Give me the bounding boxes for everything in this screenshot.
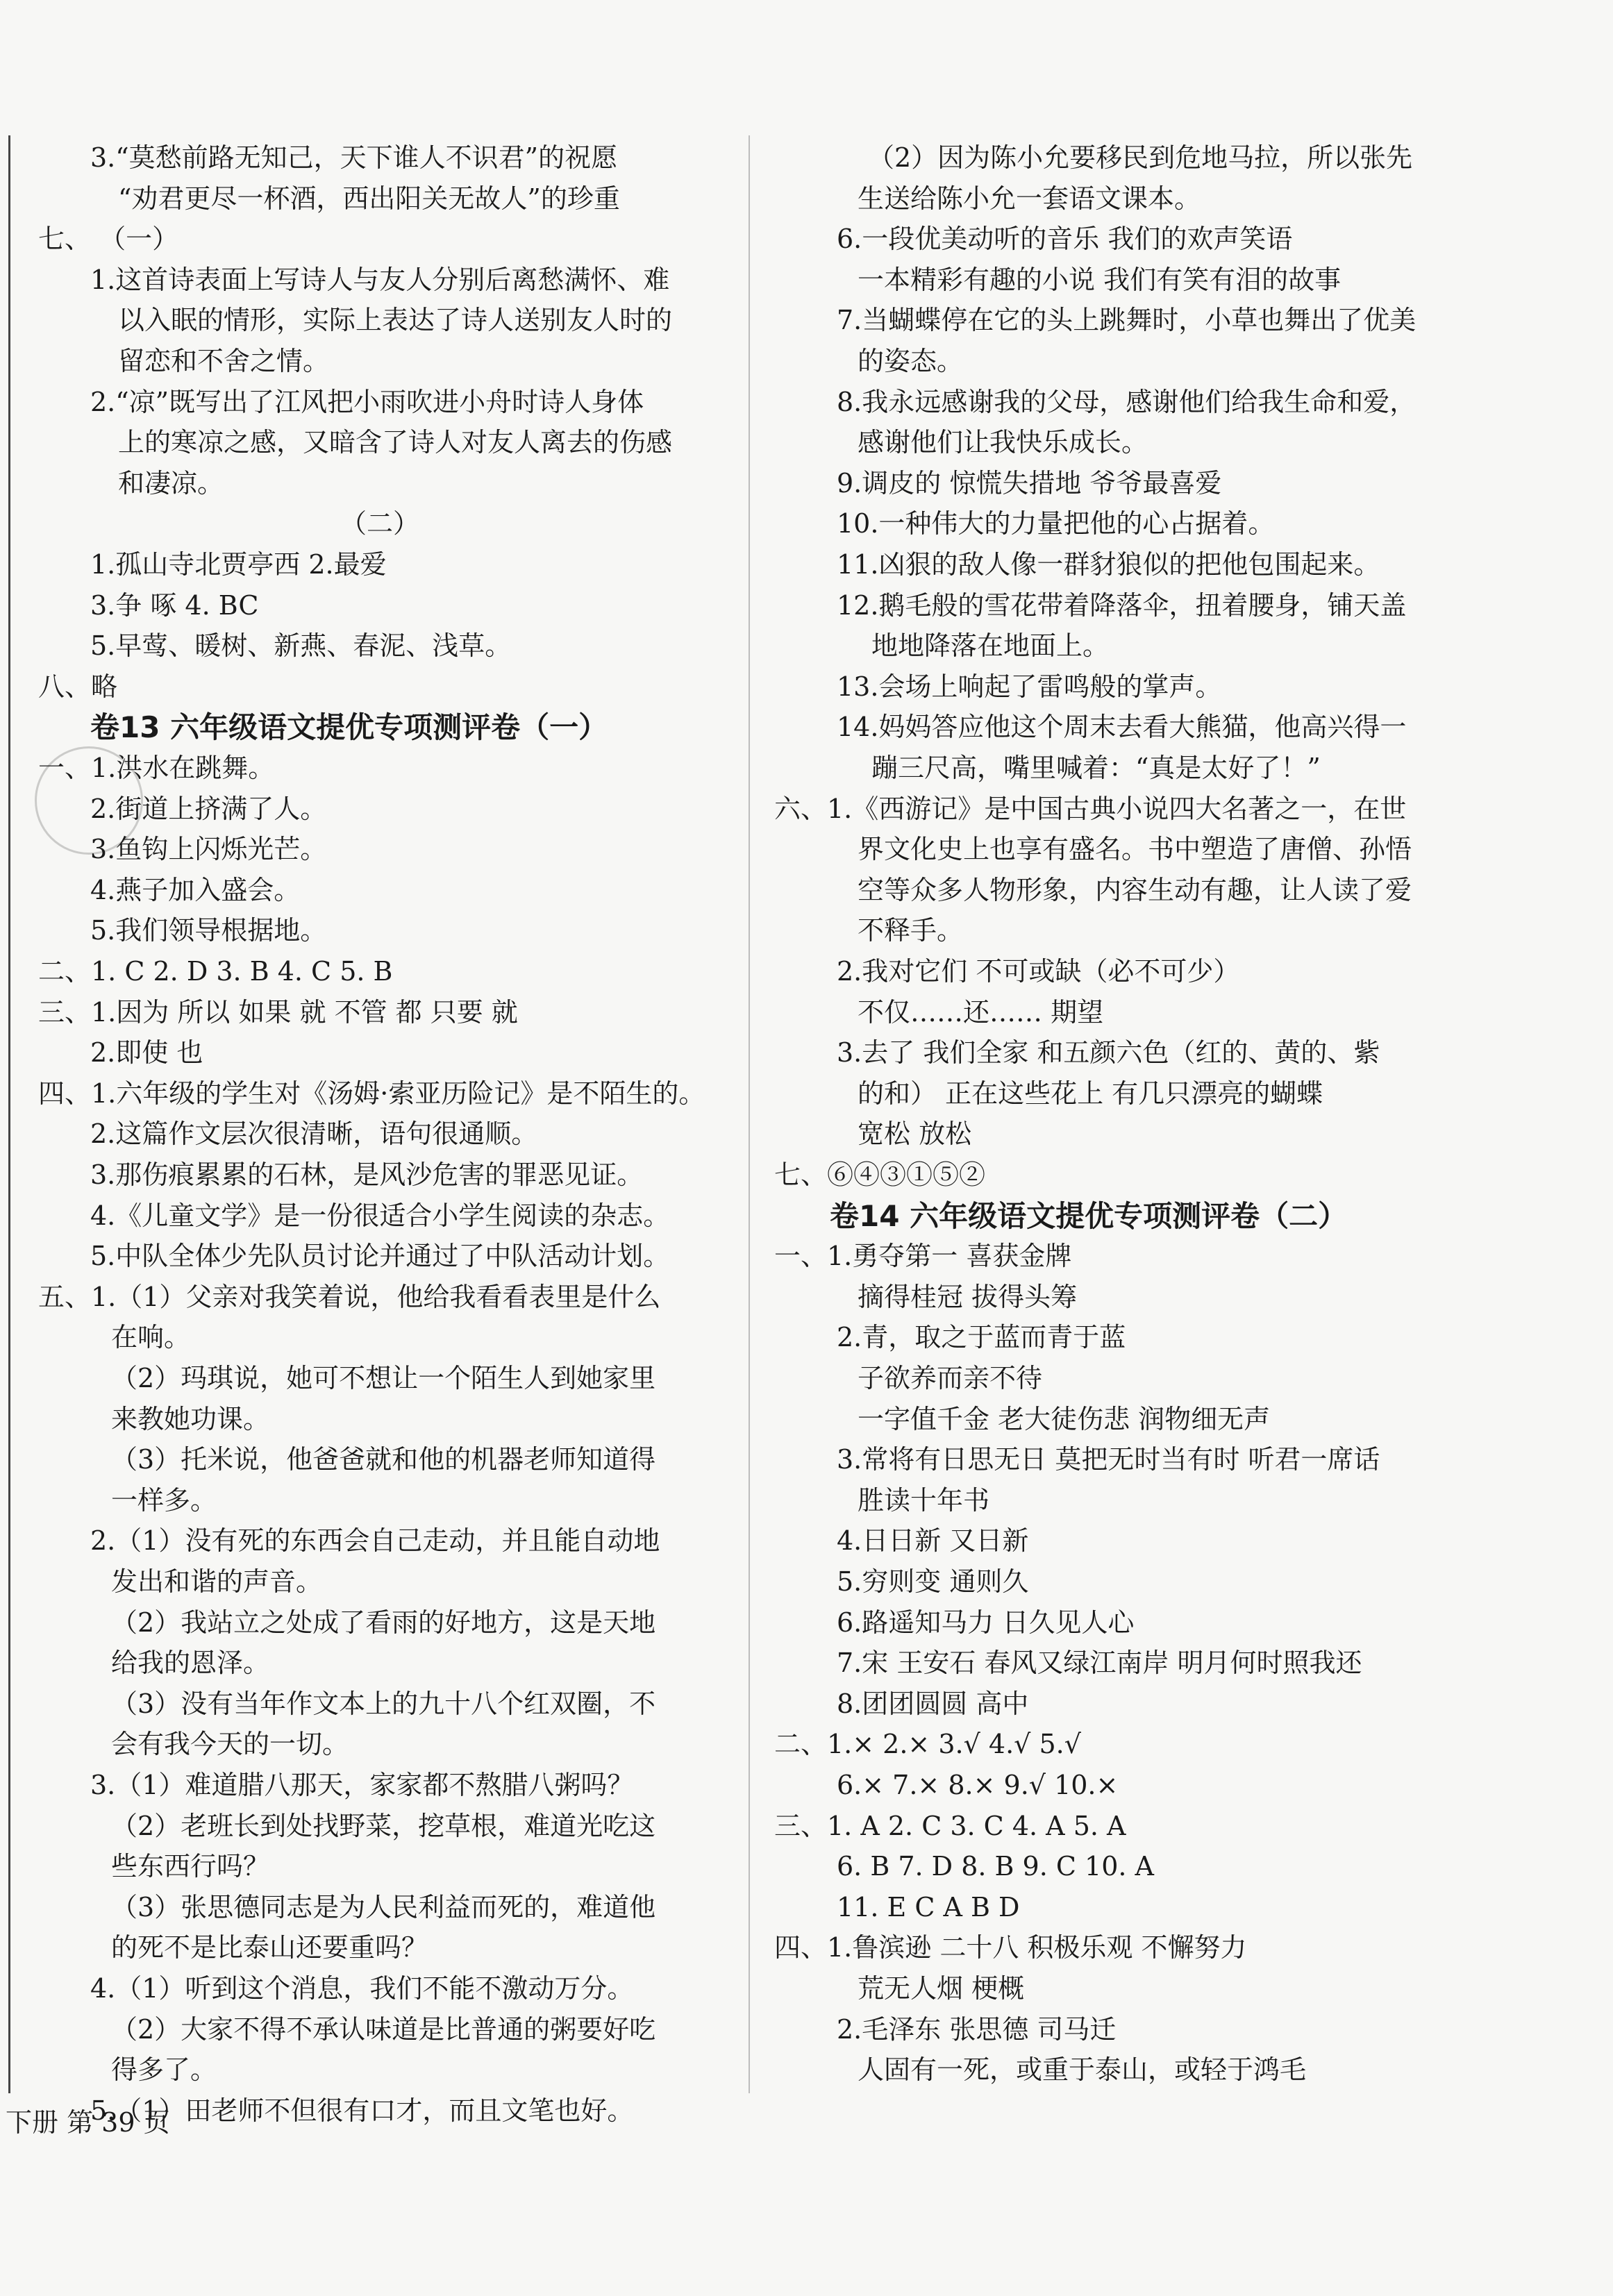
- answer-line: （2）我站立之处成了看雨的好地方，这是天地: [111, 1607, 656, 1638]
- answer-line: 二、1.× 2.× 3.√ 4.√ 5.√: [774, 1729, 1081, 1760]
- answer-line: 一本精彩有趣的小说 我们有笑有泪的故事: [858, 264, 1342, 295]
- answer-line: 12.鹅毛般的雪花带着降落伞，扭着腰身，铺天盖: [837, 589, 1407, 621]
- answer-line: 7.当蝴蝶停在它的头上跳舞时，小草也舞出了优美: [837, 305, 1416, 336]
- answer-line: 的和） 正在这些花上 有几只漂亮的蝴蝶: [858, 1078, 1323, 1109]
- page-edge-line: [8, 135, 10, 2093]
- answer-line: 地地降落在地面上。: [871, 630, 1110, 662]
- answer-line: 6.一段优美动听的音乐 我们的欢声笑语: [837, 224, 1293, 255]
- answer-line: 6. B 7. D 8. B 9. C 10. A: [837, 1851, 1155, 1882]
- answer-line: 六、1.《西游记》是中国古典小说四大名著之一，在世: [774, 793, 1407, 824]
- answer-line: 10.一种伟大的力量把他的心占据着。: [837, 508, 1275, 539]
- answer-line: 留恋和不舍之情。: [118, 346, 330, 376]
- answer-line: “劝君更尽一杯酒，西出阳关无故人”的珍重: [118, 183, 620, 214]
- answer-line: 2.即使 也: [90, 1037, 203, 1069]
- answer-line: 一字值千金 老大徒伤悲 润物细无声: [858, 1403, 1271, 1434]
- answer-line: 的姿态。: [858, 346, 964, 376]
- answer-line: 会有我今天的一切。: [111, 1729, 349, 1760]
- answer-line: 3.去了 我们全家 和五颜六色（红的、黄的、紫: [837, 1037, 1380, 1069]
- answer-line: 生送给陈小允一套语文课本。: [858, 183, 1201, 214]
- answer-line: 2.我对它们 不可或缺（必不可少）: [837, 956, 1240, 987]
- answer-line: 二、1. C 2. D 3. B 4. C 5. B: [38, 956, 393, 987]
- answer-line: 6.× 7.× 8.× 9.√ 10.×: [837, 1770, 1119, 1800]
- answer-line: 八、略: [38, 671, 118, 702]
- answer-line: 4.（1）听到这个消息，我们不能不激动万分。: [90, 1973, 634, 2004]
- answer-line: 三、1.因为 所以 如果 就 不管 都 只要 就: [38, 996, 518, 1028]
- answer-line: 发出和谐的声音。: [111, 1566, 323, 1597]
- answer-line: 7.宋 王安石 春风又绿江南岸 明月何时照我还: [837, 1648, 1362, 1679]
- answer-line: （3）托米说，他爸爸就和他的机器老师知道得: [111, 1444, 656, 1475]
- answer-line: 一样多。: [111, 1484, 217, 1516]
- answer-line: 4.燕子加入盛会。: [90, 874, 301, 905]
- answer-line: 4.《儿童文学》是一份很适合小学生阅读的杂志。: [90, 1200, 670, 1231]
- column-divider: [749, 135, 750, 2093]
- answer-line: 来教她功课。: [111, 1403, 270, 1434]
- answer-line: （3）张思德同志是为人民利益而死的，难道他: [111, 1891, 656, 1922]
- answer-line: 2.（1）没有死的东西会自己走动，并且能自动地: [90, 1525, 660, 1557]
- answer-line: 上的寒凉之感，又暗含了诗人对友人离去的伤感: [118, 427, 673, 458]
- answer-line: （二）: [340, 508, 420, 539]
- answer-line: 3.（1）难道腊八那天，家家都不熬腊八粥吗？: [90, 1770, 634, 1800]
- answer-line: 些东西行吗？: [111, 1851, 270, 1882]
- answer-line: 5.穷则变 通则久: [837, 1566, 1029, 1597]
- answer-line: 11.凶狠的敌人像一群豺狼似的把他包围起来。: [837, 549, 1380, 580]
- answer-line: 一、1.勇夺第一 喜获金牌: [774, 1241, 1072, 1272]
- answer-line: 2.“凉”既写出了江风把小雨吹进小舟时诗人身体: [90, 386, 644, 417]
- answer-line: 摘得桂冠 拔得头筹: [858, 1281, 1078, 1312]
- answer-line: 给我的恩泽。: [111, 1648, 270, 1679]
- answer-line: 3.常将有日思无日 莫把无时当有时 听君一席话: [837, 1444, 1380, 1475]
- answer-line: 空等众多人物形象，内容生动有趣，让人读了爱: [858, 874, 1412, 905]
- section-title: 卷13 六年级语文提优专项测评卷（一）: [90, 710, 608, 745]
- answer-line: 感谢他们让我快乐成长。: [858, 427, 1148, 458]
- answer-line: 5.中队全体少先队员讨论并通过了中队活动计划。: [90, 1241, 670, 1272]
- answer-line: 不释手。: [858, 915, 964, 946]
- answer-line: 3.“莫愁前路无知己，天下谁人不识君”的祝愿: [90, 142, 618, 173]
- answer-line: 3.那伤痕累累的石林，是风沙危害的罪恶见证。: [90, 1159, 644, 1190]
- answer-line: （2）因为陈小允要移民到危地马拉，所以张先: [868, 142, 1413, 173]
- answer-line: 13.会场上响起了雷鸣般的掌声。: [837, 671, 1222, 702]
- answer-line: 宽松 放松: [858, 1118, 972, 1150]
- answer-line: 9.调皮的 惊慌失措地 爷爷最喜爱: [837, 467, 1222, 498]
- answer-line: （3）没有当年作文本上的九十八个红双圈，不: [111, 1688, 656, 1719]
- answer-line: 2.毛泽东 张思德 司马迁: [837, 2013, 1117, 2045]
- answer-line: 2.这篇作文层次很清晰，语句很通顺。: [90, 1118, 538, 1150]
- answer-line: 得多了。: [111, 2054, 217, 2086]
- answer-line: （2）玛琪说，她可不想让一个陌生人到她家里: [111, 1363, 656, 1393]
- answer-line: 14.妈妈答应他这个周末去看大熊猫，他高兴得一: [837, 712, 1407, 743]
- answer-line: （2）大家不得不承认味道是比普通的粥要好吃: [111, 2013, 656, 2045]
- answer-line: 11. E C A B D: [837, 1891, 1020, 1922]
- answer-line: 子欲养而亲不待: [858, 1363, 1043, 1393]
- answer-line: 人固有一死，或重于泰山，或轻于鸿毛: [858, 2054, 1307, 2086]
- answer-line: 8.我永远感谢我的父母，感谢他们给我生命和爱，: [837, 386, 1416, 417]
- answer-line: 6.路遥知马力 日久见人心: [837, 1607, 1135, 1638]
- answer-line: 不仅……还…… 期望: [858, 996, 1104, 1028]
- answer-line: 和凄凉。: [118, 467, 224, 498]
- answer-line: 1.孤山寺北贾亭西 2.最爱: [90, 549, 387, 580]
- answer-line: 3.争 啄 4. BC: [90, 589, 259, 621]
- section-title: 卷14 六年级语文提优专项测评卷（二）: [830, 1198, 1348, 1233]
- answer-line: 荒无人烟 梗概: [858, 1973, 1025, 2004]
- page-footer: 下册 第 39 页: [6, 2107, 170, 2138]
- answer-line: 2.青，取之于蓝而青于蓝: [837, 1322, 1126, 1353]
- answer-line: 5.（1）田老师不但很有口才，而且文笔也好。: [90, 2095, 634, 2126]
- answer-line: 3.鱼钩上闪烁光芒。: [90, 834, 327, 865]
- answer-line: 三、1. A 2. C 3. C 4. A 5. A: [774, 1810, 1126, 1841]
- answer-line: 5.早莺、暖树、新燕、春泥、浅草。: [90, 630, 512, 662]
- answer-line: 4.日日新 又日新: [837, 1525, 1029, 1557]
- answer-line: 四、1.六年级的学生对《汤姆·索亚历险记》是不陌生的。: [38, 1078, 705, 1109]
- answer-line: 四、1.鲁滨逊 二十八 积极乐观 不懈努力: [774, 1932, 1247, 1963]
- answer-line: 界文化史上也享有盛名。书中塑造了唐僧、孙悟: [858, 834, 1412, 865]
- answer-line: 蹦三尺高，嘴里喊着：“真是太好了！”: [871, 753, 1321, 783]
- answer-line: 2.街道上挤满了人。: [90, 793, 327, 824]
- answer-line: 1.这首诗表面上写诗人与友人分别后离愁满怀、难: [90, 264, 670, 295]
- answer-line: 的死不是比泰山还要重吗？: [111, 1932, 428, 1963]
- answer-line: 5.我们领导根据地。: [90, 915, 327, 946]
- answer-line: 以入眠的情形，实际上表达了诗人送别友人时的: [118, 305, 673, 336]
- answer-line: 五、1.（1）父亲对我笑着说，他给我看看表里是什么: [38, 1281, 661, 1312]
- answer-line: 一、1.洪水在跳舞。: [38, 753, 275, 783]
- answer-line: 在响。: [111, 1322, 191, 1353]
- answer-line: 七、⑥④③①⑤②: [774, 1159, 986, 1190]
- answer-line: 胜读十年书: [858, 1484, 990, 1516]
- answer-line: 七、 （一）: [38, 224, 179, 255]
- answer-line: 8.团团圆圆 高中: [837, 1688, 1029, 1719]
- answer-line: （2）老班长到处找野菜，挖草根，难道光吃这: [111, 1810, 656, 1841]
